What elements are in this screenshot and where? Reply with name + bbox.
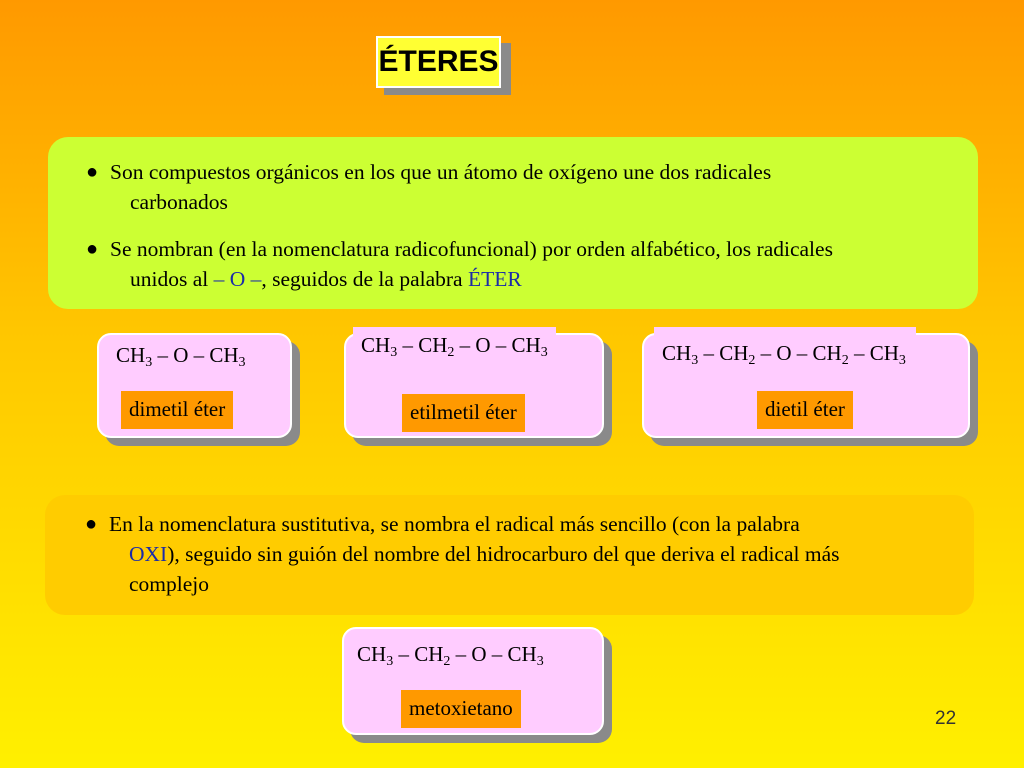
- bullet-text: Se nombran (en la nomenclatura radicofuncional) por orden alfabético, los radicales: [110, 237, 833, 261]
- definition-panel: [48, 137, 978, 309]
- bullet-text-continued: [109, 539, 956, 569]
- subscript-digit: 3: [390, 345, 398, 360]
- subscript-digit: 3: [691, 353, 699, 368]
- page-number: 22: [935, 708, 957, 729]
- bullet-text-continued: complejo: [129, 572, 210, 596]
- slide-title: ÉTERES: [376, 36, 501, 88]
- formula: $CH_3 - CH_2$ – O – $CH_3$: [353, 642, 548, 667]
- compound-name-label: etilmetil éter: [402, 394, 525, 432]
- bullet-dot-icon: ●: [85, 513, 98, 535]
- subscript-digit: 2: [443, 654, 451, 669]
- bullet-text-part: , seguidos de la palabra: [261, 267, 468, 291]
- subscript-digit: 2: [447, 345, 455, 360]
- subscript-digit: 3: [898, 353, 906, 368]
- subscript-digit: 3: [238, 355, 246, 370]
- bullet-dot-icon: ●: [86, 161, 99, 183]
- bullet-text-part: ), seguido sin guión del nombre del hidrocarburo del que deriva el radical más: [167, 542, 840, 566]
- naming-bullet: [86, 234, 960, 294]
- subscript-digit: 3: [540, 345, 548, 360]
- subscript-digit: 3: [536, 654, 544, 669]
- definition-bullet: [86, 157, 960, 217]
- subscript-digit: 2: [841, 353, 849, 368]
- oxi-keyword: OXI: [129, 542, 168, 566]
- formula: $CH_3 - CH_2$ – O – $CH_2 - CH_3$: [654, 327, 916, 376]
- substitutive-bullet: [85, 509, 956, 599]
- bullet-text: En la nomenclatura sustitutiva, se nombra el radical más sencillo (con la palabra: [109, 512, 800, 536]
- formula: $CH_3 - CH_2$ – O – $CH_3$: [353, 327, 556, 364]
- formula: $CH_3$ – O – $CH_3$: [112, 343, 250, 368]
- bullet-text-continued: [110, 264, 960, 294]
- bullet-dot-icon: ●: [86, 238, 99, 260]
- bullet-text-part: unidos al: [130, 267, 214, 291]
- subscript-digit: 3: [386, 654, 394, 669]
- subscript-digit: 2: [748, 353, 756, 368]
- substitutive-panel: [45, 495, 974, 615]
- compound-name-label: metoxietano: [401, 690, 521, 728]
- eter-keyword: ÉTER: [467, 267, 522, 291]
- bullet-text: Son compuestos orgánicos en los que un átomo de oxígeno une dos radicales: [110, 160, 772, 184]
- bullet-text-continued: carbonados: [130, 190, 228, 214]
- subscript-digit: 3: [145, 355, 153, 370]
- compound-name-label: dietil éter: [757, 391, 853, 429]
- compound-name-label: dimetil éter: [121, 391, 233, 429]
- oxygen-bridge-text: – O –: [213, 267, 262, 291]
